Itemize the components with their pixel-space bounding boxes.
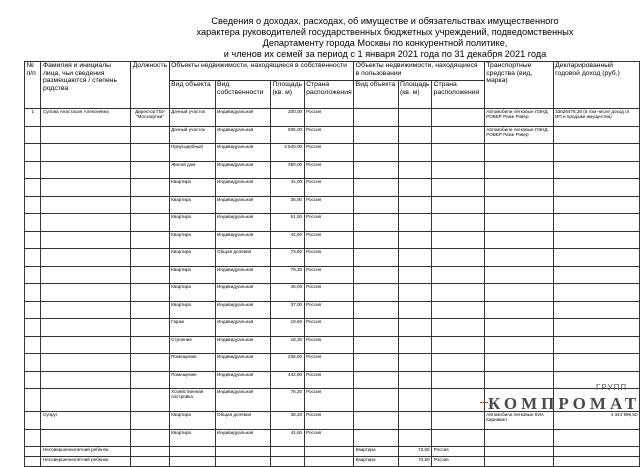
row-position [131, 161, 169, 179]
row-owned-area: 3 540,00 [271, 144, 305, 162]
table-row [25, 231, 640, 249]
row-use-type [354, 301, 398, 319]
row-use-area [398, 196, 432, 214]
row-position [131, 389, 169, 412]
row-owned-ownership: Общая долевая [215, 249, 270, 267]
row-vehicles [484, 319, 553, 337]
row-owned-ownership: Индивидуальная [215, 196, 270, 214]
row-use-type: Квартира [354, 457, 398, 467]
row-owned-type: Строение [169, 336, 215, 354]
row-owned-area: 935,00 [271, 126, 305, 144]
row-owned-area: 79,30 [271, 266, 305, 284]
table-row [25, 354, 640, 372]
row-use-country [432, 371, 485, 389]
header-owned-group: Объекты недвижимости, находящиеся в собственности [169, 62, 354, 81]
row-name: Супруг [41, 412, 131, 430]
row-owned-type: Хозяйственная постройка [169, 389, 215, 412]
row-use-area [398, 389, 432, 412]
row-income [553, 266, 639, 284]
header-vehicles: Транспортные средства (вид, марка) [484, 62, 553, 109]
row-income [553, 214, 639, 232]
row-use-type: Квартира [354, 447, 398, 457]
row-owned-ownership: Индивидуальная [215, 161, 270, 179]
table-row [25, 319, 640, 337]
row-use-country [432, 354, 485, 372]
row-owned-country: Россия [304, 126, 354, 144]
row-income [553, 144, 639, 162]
row-owned-country: Россия [304, 412, 354, 430]
row-use-area [398, 266, 432, 284]
row-owned-country: Россия [304, 301, 354, 319]
row-owned-ownership [215, 457, 270, 467]
row-vehicles: Автомобили легковые ЛЭНД РОВЕР Ранж Ровер [484, 126, 553, 144]
table-row [25, 429, 640, 447]
title-line: характера руководителей государственных бюджетных учреждений, подведомственных [196, 27, 574, 37]
row-owned-area: 45,00 [271, 284, 305, 302]
row-use-type [354, 371, 398, 389]
row-use-area [398, 214, 432, 232]
row-owned-country: Россия [304, 231, 354, 249]
row-owned-area [271, 457, 305, 467]
row-income: 33626476,39 (в том числе доход от ИП и продажи имущества) [553, 109, 639, 127]
row-use-area [398, 231, 432, 249]
row-owned-type: Квартира [169, 266, 215, 284]
row-vehicles [484, 161, 553, 179]
row-position [131, 126, 169, 144]
row-use-type [354, 412, 398, 430]
row-owned-ownership: Индивидуальная [215, 301, 270, 319]
row-position [131, 284, 169, 302]
row-income [553, 447, 639, 457]
table-row [25, 196, 640, 214]
row-use-type [354, 319, 398, 337]
row-name [41, 371, 131, 389]
row-owned-area: 390,00 [271, 161, 305, 179]
table-row [25, 301, 640, 319]
table-row [25, 447, 640, 457]
row-vehicles [484, 196, 553, 214]
row-owned-country [304, 447, 354, 457]
row-income [553, 249, 639, 267]
watermark-text: КОМПРОМАТ [488, 394, 640, 413]
row-num [25, 447, 41, 457]
row-owned-ownership: Индивидуальная [215, 371, 270, 389]
title-line: Сведения о доходах, расходах, об имуществе и обязательствах имущественного [211, 16, 559, 26]
row-owned-type: Квартира [169, 301, 215, 319]
row-num [25, 457, 41, 467]
row-owned-ownership: Индивидуальная [215, 354, 270, 372]
row-position [131, 214, 169, 232]
row-name [41, 429, 131, 447]
header-owned-type: Вид объекта [169, 81, 215, 109]
row-owned-country: Россия [304, 429, 354, 447]
row-owned-ownership: Индивидуальная [215, 319, 270, 337]
row-name [41, 336, 131, 354]
row-use-area [398, 354, 432, 372]
row-use-country [432, 179, 485, 197]
row-owned-area: 35,90 [271, 196, 305, 214]
row-use-type [354, 249, 398, 267]
row-owned-type: Помещение [169, 371, 215, 389]
row-vehicles [484, 144, 553, 162]
header-use-group: Объекты недвижимости, находящиеся в пользовании [354, 62, 485, 81]
table-row [25, 336, 640, 354]
row-use-country [432, 429, 485, 447]
row-use-country [432, 161, 485, 179]
row-use-country [432, 336, 485, 354]
row-use-area [398, 249, 432, 267]
watermark-small-text: ГРУПП [596, 383, 628, 392]
row-use-type [354, 266, 398, 284]
watermark-accent-line [480, 402, 488, 403]
row-owned-country: Россия [304, 266, 354, 284]
row-name [41, 319, 131, 337]
row-owned-area: 18,30 [271, 336, 305, 354]
row-owned-ownership: Индивидуальная [215, 389, 270, 412]
header-income: Декларированный годовой доход (руб.) [553, 62, 639, 109]
row-use-type [354, 214, 398, 232]
row-use-area [398, 144, 432, 162]
row-num [25, 266, 41, 284]
row-use-area: 73,60 [398, 457, 432, 467]
row-use-country: Россия [432, 447, 485, 457]
row-owned-area: 44,60 [271, 231, 305, 249]
row-use-area [398, 412, 432, 430]
row-owned-type: Квартира [169, 284, 215, 302]
row-num [25, 231, 41, 249]
table-row [25, 412, 640, 430]
row-owned-ownership: Индивидуальная [215, 144, 270, 162]
row-name [41, 249, 131, 267]
title-line: Департаменту города Москвы по конкурентной политике, [262, 38, 508, 48]
row-owned-area: 37,00 [271, 301, 305, 319]
header-use-country: Страна расположения [432, 81, 485, 109]
document-title [175, 16, 595, 60]
row-owned-area: 200,00 [271, 109, 305, 127]
row-owned-area: 73,60 [271, 249, 305, 267]
row-income [553, 319, 639, 337]
row-vehicles [484, 249, 553, 267]
row-owned-country: Россия [304, 179, 354, 197]
row-name [41, 231, 131, 249]
row-use-area [398, 336, 432, 354]
row-position [131, 266, 169, 284]
row-name [41, 126, 131, 144]
row-name [41, 214, 131, 232]
row-num [25, 284, 41, 302]
row-use-country [432, 412, 485, 430]
row-owned-type: Помещение [169, 354, 215, 372]
row-owned-ownership: Индивидуальная [215, 109, 270, 127]
row-income [553, 336, 639, 354]
header-num: № п/п [25, 62, 41, 109]
row-owned-area: 51,50 [271, 214, 305, 232]
watermark-logo [478, 382, 640, 413]
row-num [25, 161, 41, 179]
table-row [25, 179, 640, 197]
row-owned-type: Квартира [169, 412, 215, 430]
row-position: Директор ГБУ "Мосзакупки" [131, 109, 169, 127]
row-owned-type: Квартира [169, 429, 215, 447]
row-position [131, 457, 169, 467]
row-income [553, 284, 639, 302]
table-row [25, 144, 640, 162]
row-use-area [398, 319, 432, 337]
row-owned-country: Россия [304, 354, 354, 372]
row-owned-ownership [215, 447, 270, 457]
row-owned-type: Дачный участок [169, 109, 215, 127]
row-owned-area: 38,20 [271, 412, 305, 430]
row-owned-area: 236,50 [271, 354, 305, 372]
row-owned-type: Гараж [169, 319, 215, 337]
row-name [41, 284, 131, 302]
row-owned-ownership: Индивидуальная [215, 336, 270, 354]
row-use-area [398, 161, 432, 179]
row-name [41, 301, 131, 319]
row-vehicles [484, 179, 553, 197]
row-owned-area: 76,20 [271, 389, 305, 412]
row-owned-area: 442,90 [271, 371, 305, 389]
row-use-type [354, 336, 398, 354]
row-name: Супова Анастасия Алексеевна [41, 109, 131, 127]
row-num [25, 196, 41, 214]
row-use-type [354, 161, 398, 179]
row-owned-type: Квартира [169, 179, 215, 197]
row-name [41, 266, 131, 284]
row-use-type [354, 429, 398, 447]
title-line: и членов их семей за период с 1 января 2021 года по 31 декабря 2021 года [223, 49, 547, 59]
row-num [25, 144, 41, 162]
row-income [553, 429, 639, 447]
table-row [25, 161, 640, 179]
row-owned-type: Квартира [169, 249, 215, 267]
row-vehicles [484, 457, 553, 467]
table-row [25, 109, 640, 127]
header-owned-country: Страна расположения [304, 81, 354, 109]
row-use-area [398, 179, 432, 197]
row-use-type [354, 354, 398, 372]
row-use-country [432, 231, 485, 249]
row-income [553, 231, 639, 249]
row-num [25, 319, 41, 337]
row-use-area [398, 429, 432, 447]
row-num [25, 214, 41, 232]
row-use-country [432, 109, 485, 127]
row-vehicles [484, 336, 553, 354]
row-use-country [432, 126, 485, 144]
row-owned-country: Россия [304, 389, 354, 412]
row-name [41, 354, 131, 372]
row-use-area [398, 284, 432, 302]
row-use-type [354, 196, 398, 214]
row-use-type [354, 389, 398, 412]
row-owned-ownership: Индивидуальная [215, 231, 270, 249]
table-row [25, 266, 640, 284]
header-position: Должность [131, 62, 169, 109]
row-owned-type: Квартира [169, 196, 215, 214]
row-use-type [354, 179, 398, 197]
row-owned-ownership: Индивидуальная [215, 284, 270, 302]
row-vehicles [484, 447, 553, 457]
row-num [25, 354, 41, 372]
row-num [25, 179, 41, 197]
row-owned-type: Квартира [169, 231, 215, 249]
row-income [553, 354, 639, 372]
table-row [25, 457, 640, 467]
row-owned-area: 19,60 [271, 319, 305, 337]
row-owned-ownership: Индивидуальная [215, 266, 270, 284]
row-position [131, 231, 169, 249]
row-owned-type: Жилой дом [169, 161, 215, 179]
row-num [25, 389, 41, 412]
row-owned-type: Дачный участок [169, 126, 215, 144]
row-position [131, 336, 169, 354]
row-owned-area: 41,00 [271, 179, 305, 197]
row-use-country [432, 196, 485, 214]
row-owned-area: 41,60 [271, 429, 305, 447]
row-use-country [432, 319, 485, 337]
row-use-country [432, 301, 485, 319]
row-name: Несовершеннолетний ребенок [41, 447, 131, 457]
row-num [25, 336, 41, 354]
row-name [41, 196, 131, 214]
header-name: Фамилия и инициалы лица, чьи сведения размещаются / степень родства [41, 62, 131, 109]
row-owned-country: Россия [304, 319, 354, 337]
row-position [131, 144, 169, 162]
row-name [41, 389, 131, 412]
table-row [25, 126, 640, 144]
row-use-type [354, 109, 398, 127]
row-name [41, 144, 131, 162]
row-use-type [354, 284, 398, 302]
row-position [131, 249, 169, 267]
row-position [131, 354, 169, 372]
row-income [553, 301, 639, 319]
row-position [131, 429, 169, 447]
row-owned-country: Россия [304, 336, 354, 354]
row-income: 4 344 999,50 [553, 412, 639, 430]
row-name [41, 161, 131, 179]
row-num [25, 429, 41, 447]
row-vehicles [484, 266, 553, 284]
row-use-area [398, 126, 432, 144]
row-owned-type [169, 457, 215, 467]
row-owned-type: Приусадебный [169, 144, 215, 162]
header-use-type: Вид объекта [354, 81, 398, 109]
row-owned-country: Россия [304, 284, 354, 302]
row-num [25, 301, 41, 319]
row-use-country [432, 214, 485, 232]
row-use-country [432, 389, 485, 412]
row-owned-country: Россия [304, 214, 354, 232]
row-vehicles [484, 214, 553, 232]
row-use-type [354, 144, 398, 162]
row-num: 1 [25, 109, 41, 127]
row-position [131, 371, 169, 389]
row-num [25, 371, 41, 389]
row-num [25, 412, 41, 430]
row-use-country [432, 144, 485, 162]
row-name: Несовершеннолетний ребенок [41, 457, 131, 467]
row-vehicles [484, 231, 553, 249]
row-vehicles [484, 429, 553, 447]
row-owned-type: Квартира [169, 214, 215, 232]
header-owned-ownership: Вид собственности [215, 81, 270, 109]
row-use-country [432, 249, 485, 267]
row-owned-country: Россия [304, 109, 354, 127]
row-name [41, 179, 131, 197]
row-use-country [432, 266, 485, 284]
row-owned-type [169, 447, 215, 457]
row-owned-ownership: Индивидуальная [215, 126, 270, 144]
row-position [131, 412, 169, 430]
row-num [25, 249, 41, 267]
row-owned-area [271, 447, 305, 457]
table-row [25, 214, 640, 232]
row-owned-country: Россия [304, 144, 354, 162]
header-use-area: Площадь (кв. м) [398, 81, 432, 109]
table-row [25, 249, 640, 267]
row-owned-ownership: Индивидуальная [215, 179, 270, 197]
row-owned-country: Россия [304, 196, 354, 214]
row-use-type [354, 231, 398, 249]
row-vehicles [484, 354, 553, 372]
row-income [553, 457, 639, 467]
row-use-area [398, 371, 432, 389]
row-position [131, 179, 169, 197]
row-vehicles: Автомобили легковые ЛЭНД РОВЕР Ранж Ровер [484, 109, 553, 127]
row-income [553, 179, 639, 197]
row-income [553, 196, 639, 214]
row-owned-ownership: Индивидуальная [215, 214, 270, 232]
row-position [131, 319, 169, 337]
row-num [25, 126, 41, 144]
row-position [131, 301, 169, 319]
row-owned-ownership: Индивидуальная [215, 429, 270, 447]
row-use-area [398, 301, 432, 319]
row-use-type [354, 126, 398, 144]
row-owned-ownership: Общая долевая [215, 412, 270, 430]
row-position [131, 196, 169, 214]
row-vehicles: Автомобили легковые КИА Карнивал [484, 412, 553, 430]
row-income [553, 126, 639, 144]
row-use-area: 73,60 [398, 447, 432, 457]
row-income [553, 161, 639, 179]
row-owned-country: Россия [304, 161, 354, 179]
row-owned-country: Россия [304, 249, 354, 267]
row-use-country [432, 284, 485, 302]
table-row [25, 284, 640, 302]
row-use-area [398, 109, 432, 127]
row-vehicles [484, 284, 553, 302]
row-owned-country [304, 457, 354, 467]
row-owned-country: Россия [304, 371, 354, 389]
table-header [25, 62, 640, 109]
row-use-country: Россия [432, 457, 485, 467]
row-vehicles [484, 301, 553, 319]
row-position [131, 447, 169, 457]
header-owned-area: Площадь (кв. м) [271, 81, 305, 109]
